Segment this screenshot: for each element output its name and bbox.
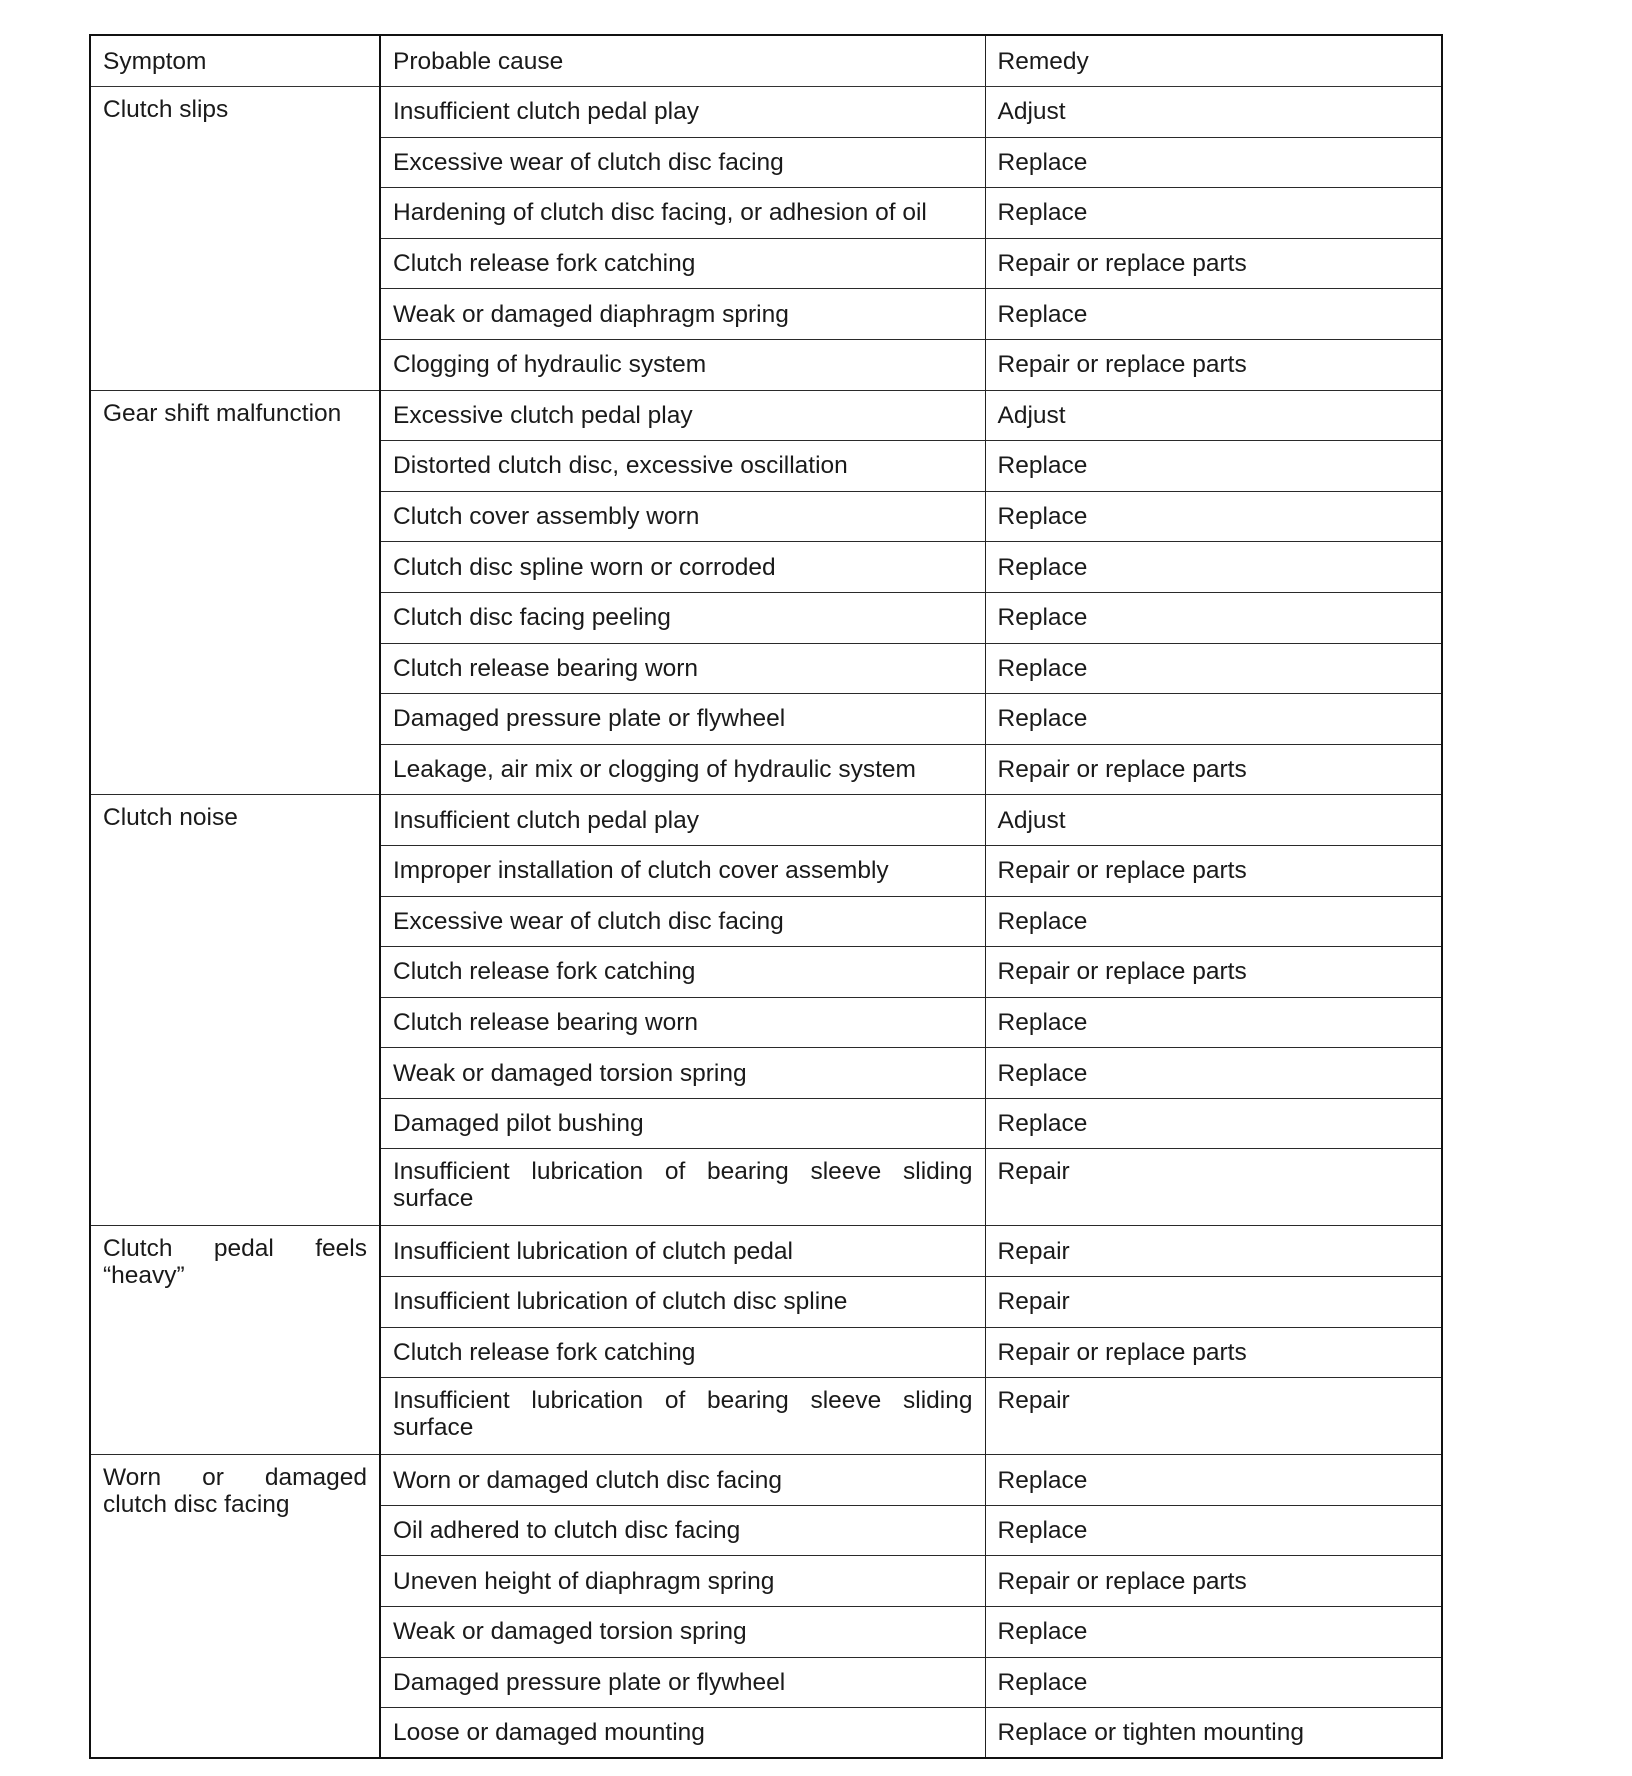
table-body: [90, 87, 1442, 1759]
cause-cell: Weak or damaged torsion spring: [380, 1607, 985, 1658]
header-probable-cause: Probable cause: [380, 35, 985, 87]
remedy-cell: Replace: [985, 1657, 1442, 1708]
remedy-cell: Replace: [985, 1607, 1442, 1658]
cause-cell: Clutch disc spline worn or corroded: [380, 542, 985, 593]
cause-cell: Clutch release bearing worn: [380, 997, 985, 1048]
remedy-cell: Replace: [985, 694, 1442, 745]
remedy-cell: Replace: [985, 896, 1442, 947]
cause-cell: Insufficient clutch pedal play: [380, 795, 985, 846]
remedy-cell: Replace: [985, 188, 1442, 239]
cause-cell: Weak or damaged torsion spring: [380, 1048, 985, 1099]
cause-cell: Clutch release fork catching: [380, 947, 985, 998]
cause-cell: Damaged pressure plate or flywheel: [380, 1657, 985, 1708]
remedy-cell: Repair: [985, 1149, 1442, 1226]
remedy-cell: Repair or replace parts: [985, 845, 1442, 896]
cause-cell: Improper installation of clutch cover assembly: [380, 845, 985, 896]
symptom-worn-clutch-disc-facing: Worn or damaged clutch disc facing: [90, 1455, 380, 1759]
cause-cell: Damaged pilot bushing: [380, 1098, 985, 1149]
remedy-cell: Replace: [985, 289, 1442, 340]
symptom-clutch-pedal-heavy: Clutch pedal feels “heavy”: [90, 1226, 380, 1455]
cause-cell: Oil adhered to clutch disc facing: [380, 1505, 985, 1556]
table-row: [90, 1455, 1442, 1506]
cause-cell: Worn or damaged clutch disc facing: [380, 1455, 985, 1506]
remedy-cell: Replace: [985, 1098, 1442, 1149]
remedy-cell: Repair: [985, 1378, 1442, 1455]
cause-cell: Clutch release fork catching: [380, 238, 985, 289]
remedy-cell: Repair or replace parts: [985, 1556, 1442, 1607]
remedy-cell: Replace: [985, 542, 1442, 593]
symptom-clutch-noise: Clutch noise: [90, 795, 380, 1226]
cause-cell: Loose or damaged mounting: [380, 1708, 985, 1759]
cause-cell: Insufficient lubrication of bearing sleeve sliding surface: [380, 1378, 985, 1455]
table-row: [90, 795, 1442, 846]
remedy-cell: Repair: [985, 1277, 1442, 1328]
remedy-cell: Replace: [985, 592, 1442, 643]
cause-cell: Excessive wear of clutch disc facing: [380, 137, 985, 188]
symptom-gear-shift-malfunction: Gear shift malfunction: [90, 390, 380, 795]
remedy-cell: Replace: [985, 643, 1442, 694]
header-symptom: Symptom: [90, 35, 380, 87]
remedy-cell: Adjust: [985, 795, 1442, 846]
cause-cell: Uneven height of diaphragm spring: [380, 1556, 985, 1607]
remedy-cell: Replace or tighten mounting: [985, 1708, 1442, 1759]
remedy-cell: Adjust: [985, 87, 1442, 138]
remedy-cell: Replace: [985, 997, 1442, 1048]
cause-cell: Weak or damaged diaphragm spring: [380, 289, 985, 340]
remedy-cell: Repair or replace parts: [985, 339, 1442, 390]
cause-cell: Insufficient lubrication of clutch pedal: [380, 1226, 985, 1277]
cause-cell: Insufficient clutch pedal play: [380, 87, 985, 138]
remedy-cell: Repair or replace parts: [985, 238, 1442, 289]
remedy-cell: Repair or replace parts: [985, 947, 1442, 998]
header-row: [90, 35, 1442, 87]
remedy-cell: Replace: [985, 1455, 1442, 1506]
remedy-cell: Repair or replace parts: [985, 744, 1442, 795]
table-header: [90, 35, 1442, 87]
remedy-cell: Replace: [985, 137, 1442, 188]
cause-cell: Insufficient lubrication of bearing sleeve sliding surface: [380, 1149, 985, 1226]
remedy-cell: Replace: [985, 491, 1442, 542]
cause-cell: Distorted clutch disc, excessive oscillation: [380, 441, 985, 492]
troubleshooting-table: [89, 34, 1443, 1759]
cause-cell: Hardening of clutch disc facing, or adhesion of oil: [380, 188, 985, 239]
cause-cell: Damaged pressure plate or flywheel: [380, 694, 985, 745]
cause-cell: Clutch disc facing peeling: [380, 592, 985, 643]
remedy-cell: Replace: [985, 1048, 1442, 1099]
remedy-cell: Adjust: [985, 390, 1442, 441]
table-row: [90, 87, 1442, 138]
remedy-cell: Replace: [985, 441, 1442, 492]
table-row: [90, 390, 1442, 441]
cause-cell: Excessive wear of clutch disc facing: [380, 896, 985, 947]
cause-cell: Insufficient lubrication of clutch disc spline: [380, 1277, 985, 1328]
cause-cell: Clogging of hydraulic system: [380, 339, 985, 390]
cause-cell: Clutch release bearing worn: [380, 643, 985, 694]
header-remedy: Remedy: [985, 35, 1442, 87]
cause-cell: Leakage, air mix or clogging of hydraulic system: [380, 744, 985, 795]
remedy-cell: Replace: [985, 1505, 1442, 1556]
remedy-cell: Repair or replace parts: [985, 1327, 1442, 1378]
cause-cell: Clutch release fork catching: [380, 1327, 985, 1378]
symptom-clutch-slips: Clutch slips: [90, 87, 380, 391]
cause-cell: Clutch cover assembly worn: [380, 491, 985, 542]
cause-cell: Excessive clutch pedal play: [380, 390, 985, 441]
remedy-cell: Repair: [985, 1226, 1442, 1277]
table-row: [90, 1226, 1442, 1277]
